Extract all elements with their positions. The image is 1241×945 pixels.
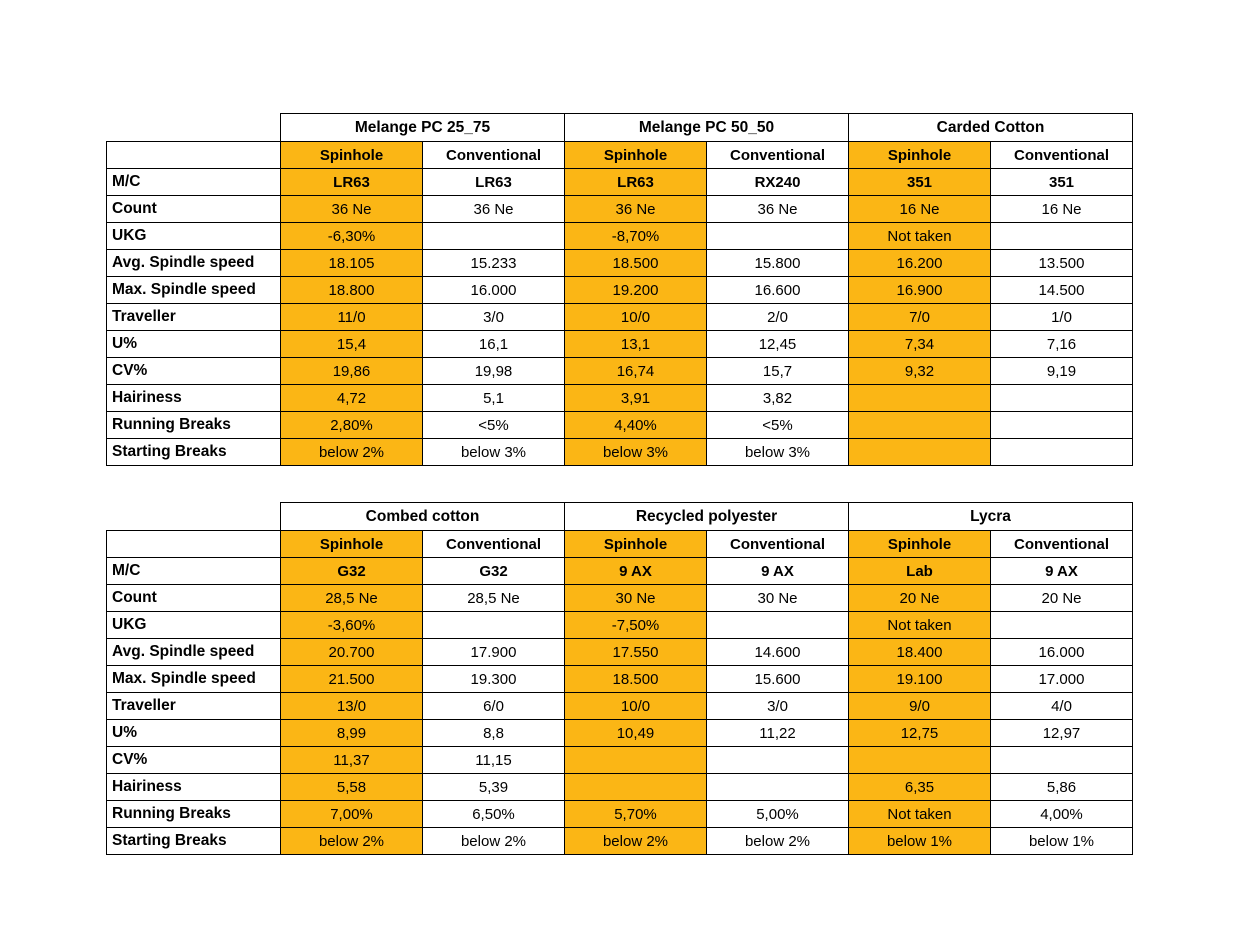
data-cell: 8,8 <box>423 720 565 747</box>
row-label: Hairiness <box>107 385 281 412</box>
subheader-spacer <box>107 531 281 558</box>
data-cell: 36 Ne <box>565 196 707 223</box>
data-cell: 28,5 Ne <box>423 585 565 612</box>
row-label: M/C <box>107 558 281 585</box>
row-label: Traveller <box>107 693 281 720</box>
data-cell: 11,37 <box>281 747 423 774</box>
row-label: UKG <box>107 223 281 250</box>
data-cell: below 2% <box>281 439 423 466</box>
data-cell: 13.500 <box>991 250 1133 277</box>
data-cell <box>991 439 1133 466</box>
data-cell <box>849 747 991 774</box>
data-cell: 12,75 <box>849 720 991 747</box>
subheader-spacer <box>107 142 281 169</box>
data-cell: below 2% <box>565 828 707 855</box>
table-row <box>107 747 1133 774</box>
data-cell: 18.105 <box>281 250 423 277</box>
data-cell: 5,86 <box>991 774 1133 801</box>
data-cell: 20.700 <box>281 639 423 666</box>
data-cell: 30 Ne <box>565 585 707 612</box>
data-cell: 16.200 <box>849 250 991 277</box>
data-cell: 12,97 <box>991 720 1133 747</box>
data-cell: 13,1 <box>565 331 707 358</box>
data-cell: 15,4 <box>281 331 423 358</box>
data-cell: 4,72 <box>281 385 423 412</box>
data-cell: 36 Ne <box>423 196 565 223</box>
data-cell: -6,30% <box>281 223 423 250</box>
data-cell <box>707 223 849 250</box>
data-cell <box>991 612 1133 639</box>
table-row <box>107 828 1133 855</box>
table-row <box>107 612 1133 639</box>
corner-spacer <box>107 114 281 142</box>
table-row <box>107 412 1133 439</box>
data-cell: 2,80% <box>281 412 423 439</box>
row-label: U% <box>107 720 281 747</box>
data-cell: below 3% <box>565 439 707 466</box>
data-cell: below 3% <box>707 439 849 466</box>
data-cell: 20 Ne <box>991 585 1133 612</box>
data-cell: 16,1 <box>423 331 565 358</box>
subheader-spinhole: Spinhole <box>281 142 423 169</box>
row-label: M/C <box>107 169 281 196</box>
data-cell <box>991 412 1133 439</box>
data-cell: 11,22 <box>707 720 849 747</box>
table-row <box>107 693 1133 720</box>
row-label: Avg. Spindle speed <box>107 639 281 666</box>
subheader-conventional: Conventional <box>707 531 849 558</box>
data-cell: 15.600 <box>707 666 849 693</box>
data-cell: 9,19 <box>991 358 1133 385</box>
data-cell: 16 Ne <box>991 196 1133 223</box>
data-cell: 19,86 <box>281 358 423 385</box>
data-cell: below 2% <box>707 828 849 855</box>
data-cell: 4,40% <box>565 412 707 439</box>
group-header: Lycra <box>849 503 1133 531</box>
data-cell: <5% <box>707 412 849 439</box>
row-label: Max. Spindle speed <box>107 277 281 304</box>
data-cell: -3,60% <box>281 612 423 639</box>
subheader-conventional: Conventional <box>423 531 565 558</box>
data-cell: below 2% <box>281 828 423 855</box>
subheader-spinhole: Spinhole <box>281 531 423 558</box>
data-cell <box>707 747 849 774</box>
data-cell: below 1% <box>991 828 1133 855</box>
data-cell: 1/0 <box>991 304 1133 331</box>
group-header: Carded Cotton <box>849 114 1133 142</box>
row-label: Max. Spindle speed <box>107 666 281 693</box>
data-cell: 15.233 <box>423 250 565 277</box>
data-cell: 19.200 <box>565 277 707 304</box>
data-cell: 4,00% <box>991 801 1133 828</box>
data-cell: 18.500 <box>565 250 707 277</box>
data-cell: 17.900 <box>423 639 565 666</box>
data-cell: 20 Ne <box>849 585 991 612</box>
data-cell <box>565 774 707 801</box>
data-cell: 17.550 <box>565 639 707 666</box>
data-cell: G32 <box>281 558 423 585</box>
table-row <box>107 331 1133 358</box>
data-cell <box>707 612 849 639</box>
group-header: Recycled polyester <box>565 503 849 531</box>
data-cell: RX240 <box>707 169 849 196</box>
group-header: Melange PC 50_50 <box>565 114 849 142</box>
data-cell: 18.800 <box>281 277 423 304</box>
row-label: Avg. Spindle speed <box>107 250 281 277</box>
data-cell <box>849 412 991 439</box>
data-cell: below 1% <box>849 828 991 855</box>
data-cell: 3/0 <box>423 304 565 331</box>
data-cell: 351 <box>849 169 991 196</box>
data-cell: 6/0 <box>423 693 565 720</box>
table-row <box>107 250 1133 277</box>
data-cell: 13/0 <box>281 693 423 720</box>
subheader-spinhole: Spinhole <box>849 142 991 169</box>
data-cell: 36 Ne <box>281 196 423 223</box>
data-cell: 9,32 <box>849 358 991 385</box>
data-cell <box>423 612 565 639</box>
data-cell <box>849 385 991 412</box>
table-row <box>107 720 1133 747</box>
row-label: CV% <box>107 747 281 774</box>
data-cell: 5,70% <box>565 801 707 828</box>
data-cell <box>565 747 707 774</box>
row-label: CV% <box>107 358 281 385</box>
table-row <box>107 801 1133 828</box>
data-cell: 10,49 <box>565 720 707 747</box>
data-cell: Not taken <box>849 612 991 639</box>
data-cell: 15.800 <box>707 250 849 277</box>
data-cell <box>991 385 1133 412</box>
data-cell: 9 AX <box>991 558 1133 585</box>
table-row <box>107 304 1133 331</box>
corner-spacer <box>107 503 281 531</box>
data-cell: 19.100 <box>849 666 991 693</box>
data-cell <box>849 439 991 466</box>
data-cell <box>423 223 565 250</box>
data-cell: 21.500 <box>281 666 423 693</box>
data-cell: 7,16 <box>991 331 1133 358</box>
data-cell: <5% <box>423 412 565 439</box>
data-cell: LR63 <box>281 169 423 196</box>
table-row <box>107 385 1133 412</box>
row-label: Starting Breaks <box>107 828 281 855</box>
data-cell: 16.000 <box>991 639 1133 666</box>
data-cell: 16.000 <box>423 277 565 304</box>
data-cell: 18.500 <box>565 666 707 693</box>
subheader-conventional: Conventional <box>707 142 849 169</box>
data-cell: 5,1 <box>423 385 565 412</box>
data-cell: 5,00% <box>707 801 849 828</box>
data-cell: 16 Ne <box>849 196 991 223</box>
table-row <box>107 169 1133 196</box>
table-row <box>107 558 1133 585</box>
data-cell: 11,15 <box>423 747 565 774</box>
table-row <box>107 223 1133 250</box>
row-label: Running Breaks <box>107 412 281 439</box>
group-header: Melange PC 25_75 <box>281 114 565 142</box>
data-cell: 8,99 <box>281 720 423 747</box>
data-cell: 3/0 <box>707 693 849 720</box>
data-cell <box>707 774 849 801</box>
table-row <box>107 639 1133 666</box>
row-label: Hairiness <box>107 774 281 801</box>
data-cell: 14.500 <box>991 277 1133 304</box>
data-cell: Not taken <box>849 801 991 828</box>
data-cell: 6,35 <box>849 774 991 801</box>
row-label: Count <box>107 196 281 223</box>
table-row <box>107 666 1133 693</box>
subheader-conventional: Conventional <box>423 142 565 169</box>
data-cell: -7,50% <box>565 612 707 639</box>
table-row <box>107 277 1133 304</box>
data-cell: 3,91 <box>565 385 707 412</box>
data-cell: 16,74 <box>565 358 707 385</box>
data-cell: G32 <box>423 558 565 585</box>
data-cell: 36 Ne <box>707 196 849 223</box>
data-cell: 7,34 <box>849 331 991 358</box>
comparison-table-2 <box>106 502 1133 855</box>
data-cell: Lab <box>849 558 991 585</box>
group-header: Combed cotton <box>281 503 565 531</box>
data-cell: 5,39 <box>423 774 565 801</box>
data-cell: 17.000 <box>991 666 1133 693</box>
row-label: Count <box>107 585 281 612</box>
data-cell: 14.600 <box>707 639 849 666</box>
data-cell: 10/0 <box>565 693 707 720</box>
data-cell: -8,70% <box>565 223 707 250</box>
data-cell: 18.400 <box>849 639 991 666</box>
data-cell: 4/0 <box>991 693 1133 720</box>
data-cell: 12,45 <box>707 331 849 358</box>
table-row <box>107 585 1133 612</box>
data-cell: 2/0 <box>707 304 849 331</box>
data-cell <box>991 223 1133 250</box>
data-cell: 6,50% <box>423 801 565 828</box>
data-cell: 7/0 <box>849 304 991 331</box>
data-cell: 3,82 <box>707 385 849 412</box>
data-cell: 19.300 <box>423 666 565 693</box>
row-label: Starting Breaks <box>107 439 281 466</box>
subheader-conventional: Conventional <box>991 142 1133 169</box>
data-cell: 30 Ne <box>707 585 849 612</box>
row-label: U% <box>107 331 281 358</box>
data-cell: 9/0 <box>849 693 991 720</box>
data-cell: LR63 <box>565 169 707 196</box>
data-cell: 351 <box>991 169 1133 196</box>
data-cell: 5,58 <box>281 774 423 801</box>
row-label: UKG <box>107 612 281 639</box>
comparison-table-1 <box>106 113 1133 466</box>
data-cell: 10/0 <box>565 304 707 331</box>
data-cell: 15,7 <box>707 358 849 385</box>
table-row <box>107 358 1133 385</box>
subheader-spinhole: Spinhole <box>565 142 707 169</box>
data-cell: 16.600 <box>707 277 849 304</box>
table-row <box>107 196 1133 223</box>
subheader-spinhole: Spinhole <box>849 531 991 558</box>
data-cell: 9 AX <box>707 558 849 585</box>
data-cell: 11/0 <box>281 304 423 331</box>
data-cell: 19,98 <box>423 358 565 385</box>
row-label: Traveller <box>107 304 281 331</box>
table-row <box>107 439 1133 466</box>
subheader-spinhole: Spinhole <box>565 531 707 558</box>
data-cell: below 2% <box>423 828 565 855</box>
data-cell: LR63 <box>423 169 565 196</box>
data-cell <box>991 747 1133 774</box>
data-cell: Not taken <box>849 223 991 250</box>
row-label: Running Breaks <box>107 801 281 828</box>
data-cell: 9 AX <box>565 558 707 585</box>
subheader-conventional: Conventional <box>991 531 1133 558</box>
data-cell: 16.900 <box>849 277 991 304</box>
data-cell: 7,00% <box>281 801 423 828</box>
table-row <box>107 774 1133 801</box>
data-cell: 28,5 Ne <box>281 585 423 612</box>
data-cell: below 3% <box>423 439 565 466</box>
